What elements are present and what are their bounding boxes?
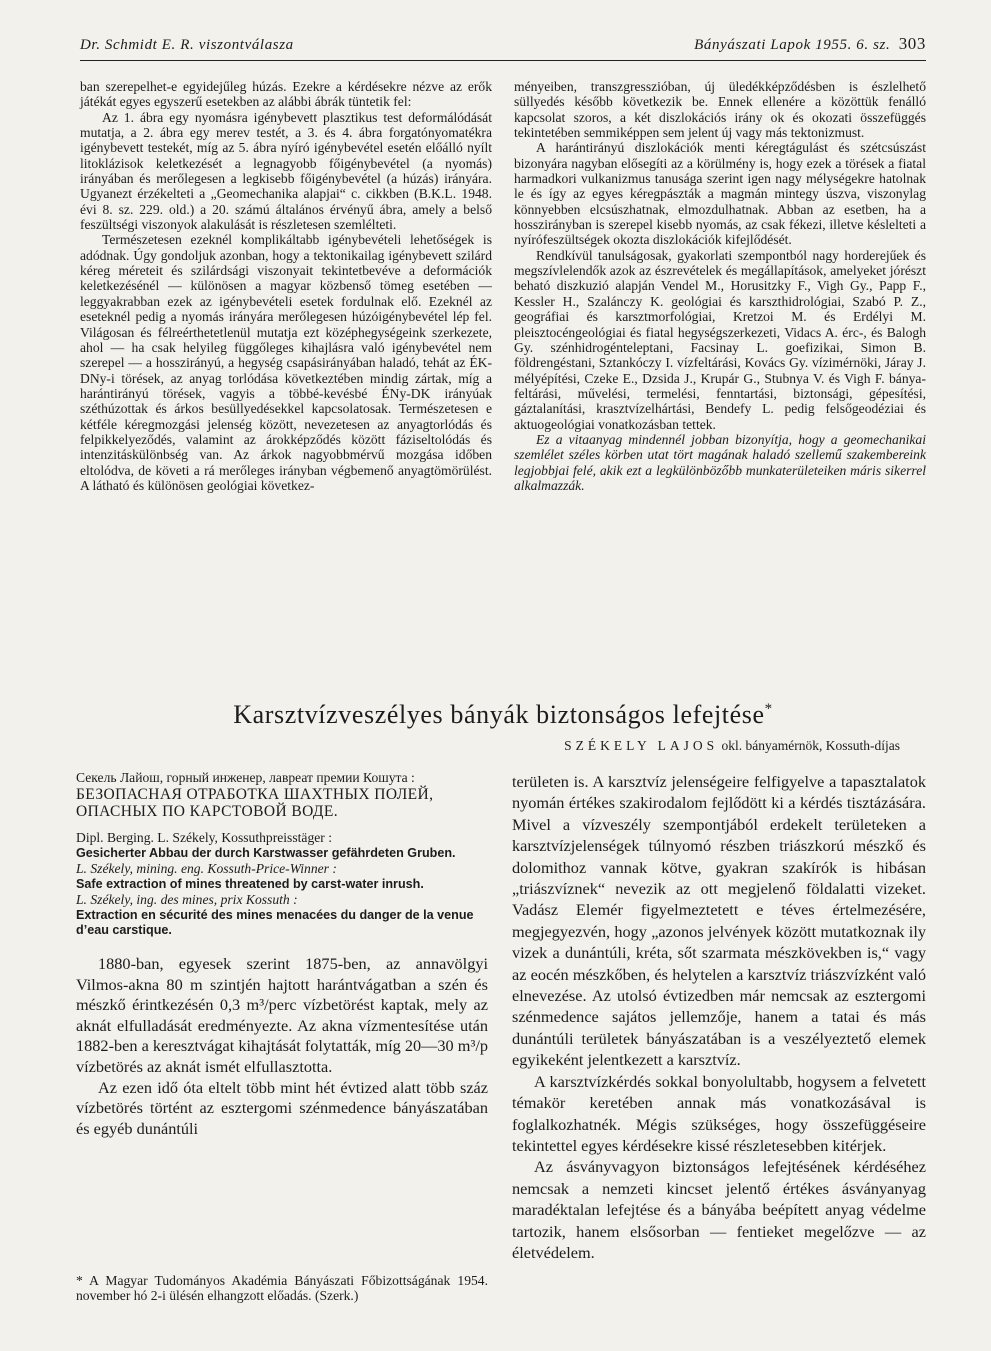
lower-left-column — [76, 770, 488, 1139]
paragraph: ban szerepelhet-e egyidejűleg húzás. Ezekre a kérdésekre nézve az erők játékát egyes egyszerű esetekben az alábbi ábrák tüntetik fel: — [80, 79, 492, 110]
upper-left-column — [80, 79, 492, 493]
footnote: * A Magyar Tudományos Akadémia Bányászati Főbizottságának 1954. november hó 2-i ülésén elhangzott előadás. (Szerk.) — [76, 1273, 488, 1304]
author-name: SZÉKELY LAJOS — [564, 738, 719, 753]
article-title — [80, 700, 926, 730]
paragraph: ményeiben, transzgresszióban, új üledékképződésben is észlelhető süllyedés később következik be. Ennek ellenére a közöttük fenálló kapcsolat szoros, a két diszlokációs irány ok és okozati összefüggés tekintetében semmiképpen sem jelent új vagy más tektonizmust. — [514, 79, 926, 141]
article-title-text: Karsztvízveszélyes bányák biztonságos lefejtése — [233, 700, 765, 729]
paragraph: A karsztvízkérdés sokkal bonyolultabb, hogysem a felvetett témakör keretében annak más vonatkozásával is foglalkozhatnék. Mégis szükséges, hogy összefüggéseire tekintettel egyes kérdésekre kissé részletesebben kitérjek. — [512, 1071, 926, 1155]
running-head-right — [694, 34, 926, 54]
summary-fr-title: Extraction en sécurité des mines menacées du danger de la venue d’eau carstique. — [76, 908, 474, 937]
page-number: 303 — [898, 34, 926, 53]
upper-right-column — [514, 79, 926, 493]
paragraph: 1880-ban, egyesek szerint 1875-ben, az annavölgyi Vilmos-akna 80 m szintjén hajtott harántvágatban a szén és mészkő érintkezésén 0,3 m³/perc vízbetörést kaptak, mely az aknát elfulladását eredményezte. Az akna vízmentesítése után 1882-ben a keresztvágat kihajtását folytatták, míg 20—30 m³/p vízbetörés az aknát ismét elfullasztotta. — [76, 954, 488, 1076]
summary-ru-author: Секель Лайош, горный инженер, лавреат премии Кошута : — [76, 770, 415, 785]
summary-en-title: Safe extraction of mines threatened by carst-water inrush. — [76, 877, 424, 891]
header-rule — [80, 60, 926, 61]
summary-fr-author: L. Székely, ing. des mines, prix Kossuth : — [76, 892, 298, 907]
paragraph: A harántirányú diszlokációk menti kéregtágulást és szétcsúszást bizonyára nagyban elősegíti az a körülmény is, hogy ezek a törések a fiatal harmadkori vulkanizmus tanusága szerint igen nagy mélységekre hatolnak le és így az egyes kéregpászták a magmán mintegy úszva, viszonylag könnyebben elcsúszhatnak, elmozdulhatnak. Abban az esetben, ha a hosszirányban is szerepel kisebb nyomás, az csak fékezi, illetve késlelteti a nyírófeszültségek okozta diszlokációk kifejlődését. — [514, 140, 926, 248]
paragraph: Rendkívül tanulságosak, gyakorlati szempontból nagy horderejűek és megszívlelendők azok az észrevételek és megállapítások, amelyeket jórészt beható diszkuzió alapján Vendel M., Horusitzky F., Vigh Gy., Papp F., Kessler H., Szalánczy K. geológiai és karszthidrológiai, Szabó P. Z., geográfiai és karsztmorfológiai, Kretzoi M. és Erdélyi M. pleisztocéngeológiai és fiatal hegységszerkezeti, Vidacs A. érc-, és Balogh Gy. szénhidrogénteleptani, Facsinay L. goefizikai, Simon B. földrengéstani, Sztankóczy I. vízfeltárási, Kovács Gy. vízimérnöki, Járay J. mélyépítési, Czeke E., Dzsida J., Krupár G., Stubnya V. és Vigh F. bánya-feltárási, művelési, termelési, fenntartási, biztonsági, gépesítési, gáztalanítási, krasztvízelhártási, Bendefy L. pedig felsőgeodéziai és aktuogeológiai vonatkozásban tettek. — [514, 247, 926, 432]
summary-de-title: Gesicherter Abbau der durch Karstwasser gefährdeten Gruben. — [76, 846, 456, 860]
paragraph: Természetesen ezeknél komplikáltabb igénybevételi lehetőségek is adódnak. Úgy gondoljuk azonban, hogy a tektonikailag igénybevett szilárd kéreg méreteit és szilárdsági viszonyait tekintetbevéve a deformációk keletkezésénél — különösen a magyar közbenső tömeg esetében — leggyakrabban ezek az igénybevételi esetek fordulnak elő. Ezeknél az eseteknél pedig a nyomás irányára merőlegesen húzóigénybevétel lép fel. Világosan és félreérthetetlenül mutatja ezt középhegységeink szerkezete, ahol — ha csak helyileg függőleges kihajlásra való igénybevétel nem szerepel — a hosszirányú, a hegység csapásirányában haladó, tehát az ÉK-DNy-i törések, az anyag torlódása következtében mindig zártak, míg a harántirányú törések, vagyis a többé-kevésbé ÉNy-DK irányúak széthúzottak és árkos besüllyedésekkel kapcsolatosak. Természetesen e kétféle kéregmozgási jelenség között, nevezetesen az anyagtorlódás és felpikkelyeződés, valamint az árokképződés között fáziseltolódás és intenzitáskülönbség van. Az árkok nagyobbmérvű mozgása időben eltolódva, de követi a rá merőleges irányban végbemenő anyagtömörülést. A látható és különösen geológiai következ- — [80, 232, 492, 493]
summary-ru-title: БЕЗОПАСНАЯ ОТРАБОТКА ШАХТНЫХ ПОЛЕЙ, ОПАСНЫХ ПО КАРСТОВОЙ ВОДЕ. — [76, 786, 434, 820]
paragraph: Az ezen idő óta eltelt több mint hét évtized alatt több száz vízbetörés történt az esztergomi szénmedence bányászatában és egyéb dunántúli — [76, 1077, 488, 1138]
byline — [80, 738, 900, 754]
journal-issue: Bányászati Lapok 1955. 6. sz. — [694, 37, 891, 53]
author-title: okl. bányamérnök, Kossuth-díjas — [721, 738, 900, 753]
paragraph: területen is. A karsztvíz jelenségeire felfigyelve a tapasztalatok nyomán értékes szakirodalom fejlődött ki a kérdés tisztázására. Mivel a vízveszély szempontjából erdekelt területeken a karsztvízjelenségek túlnyomó részben triászkorú mészkő és dolomithoz vannak kötve, gyakran szakírók is hibásan „triászvíznek“ nevezik az ott megjelenő földalatti vizeket. Vadász Elemér figyelmeztetett e téves értelmezésére, megjegyezvén, hogy „azonos jelvények között mutatkoznak ily vizek a dunántúli, kréta, sőt szarmata mészkövekben is,“ vagy az eocén mészkőben, és helytelen a karsztvíz triászvízként való elnevezése. Az utolsó évtizedben már nemcsak az esztergomi szénmedence sajátos jellemzője, hanem a tatai és más dunántúli területek bányászatában is a veszélyeztető elemek egyikeként jelentkezett a karsztvíz. — [512, 772, 926, 1070]
title-footnote-mark: * — [764, 701, 773, 717]
paragraph: Ez a vitaanyag mindennél jobban bizonyítja, hogy a geomechanikai szemlélet széles körben utat tört magának haladó szellemű szakembereink legjobbjai felé, akik ezt a legkülönbözőbb munkaterületeiken máris sikerrel alkalmazzák. — [514, 431, 926, 493]
lower-right-column — [512, 771, 926, 1263]
summary-de-author: Dipl. Berging. L. Székely, Kossuthpreisstäger : — [76, 830, 332, 845]
paragraph: Az 1. ábra egy nyomásra igénybevett plasztikus test deformálódását mutatja, a 2. ábra egy merev testét, a 3. és 4. ábra forgatónyomatékra igénybevett testekét, míg az 5. ábra nyíró igénybevétel esetén előálló nyílt litoklázisok keletkezését a legnagyobb főigénybevétel (a nyomás) irányában és merőlegesen a legkisebb főigénybevétel (a húzás) irányára. Ugyanezt érzékelteti a „Geomechanika alapjai“ c. cikkben (B.K.L. 1948. évi 8. sz. 229. old.) a 20. számú általános érvényű ábra, amely a belső feszültségi viszonyok alakulását is részletesen szemlélteti. — [80, 109, 492, 233]
running-head-left: Dr. Schmidt E. R. viszontválasza — [80, 37, 294, 53]
paragraph: Az ásványvagyon biztonságos lefejtésének kérdéséhez nemcsak a nemzeti kincset jelentő értékes ásványanyag maradéktalan lefejtése és a bányába beépített anyag védelme tartozik, hanem elsősorban — fentieket megelőzve — az életvédelem. — [512, 1157, 926, 1262]
running-head — [80, 34, 926, 54]
summary-en-author: L. Székely, mining. eng. Kossuth-Price-Winner : — [76, 861, 337, 876]
